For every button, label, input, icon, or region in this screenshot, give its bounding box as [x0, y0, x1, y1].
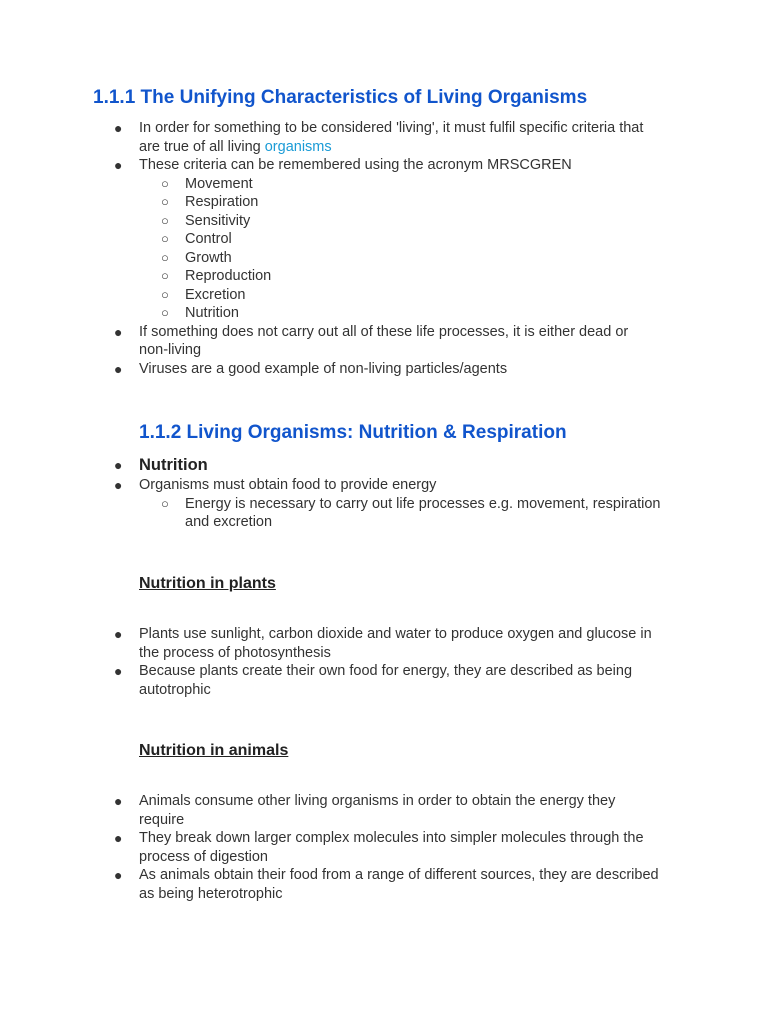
list-item-text: These criteria can be remembered using the acronym MRSCGREN — [139, 157, 572, 173]
bullet-icon: ● — [114, 830, 123, 846]
bullet-icon: ● — [114, 867, 123, 883]
sub-list-item-reproduction: ○ Reproduction — [161, 268, 272, 284]
plants-list — [0, 625, 768, 699]
nutrition-in-animals-heading: Nutrition in animals — [139, 742, 289, 759]
sub-list-item-growth: ○ Growth — [161, 249, 232, 266]
list-item-text: Animals consume other living organisms in order to obtain the energy they require — [139, 793, 616, 828]
circle-bullet-icon: ○ — [161, 249, 169, 265]
list-item-text: As animals obtain their food from a range of different sources, they are described as being heterotrophic — [139, 867, 659, 902]
list-item-text: Organisms must obtain food to provide energy — [139, 477, 437, 493]
list-item-text: They break down larger complex molecules into simpler molecules through the process of digestion — [139, 830, 644, 865]
bullet-icon: ● — [114, 157, 123, 173]
bullet-icon: ● — [114, 626, 123, 642]
list-item-text: Viruses are a good example of non-living particles/agents — [139, 360, 508, 377]
sub-list-item-control: ○ Control — [161, 231, 232, 247]
animals-list — [0, 792, 768, 903]
list-item — [0, 829, 768, 866]
circle-bullet-icon: ○ — [161, 212, 169, 228]
nutrition-list — [0, 455, 768, 475]
nutrition-label: Nutrition — [139, 456, 208, 474]
circle-bullet-icon: ○ — [161, 194, 169, 209]
list-item — [0, 360, 768, 379]
list-item — [0, 662, 768, 699]
circle-bullet-icon: ○ — [161, 175, 169, 191]
sub-list-item-movement: ○ Movement — [161, 175, 253, 192]
bullet-icon: ● — [114, 323, 123, 340]
list-item-text: Plants use sunlight, carbon dioxide and water to produce oxygen and glucose in the process of photosynthesis — [139, 626, 652, 661]
section-heading-1-1-1: 1.1.1 The Unifying Characteristics of Living Organisms — [93, 87, 588, 108]
bullet-icon: ● — [114, 663, 123, 679]
sub-list-item — [0, 495, 768, 532]
list-item — [0, 323, 768, 360]
list-item-text: Because plants create their own food for energy, they are described as being autotrophic — [139, 663, 633, 698]
list-item — [0, 455, 768, 475]
organisms-link[interactable]: organisms — [264, 138, 332, 155]
list-item — [0, 625, 768, 662]
circle-bullet-icon: ○ — [161, 305, 169, 320]
characteristics-list — [0, 119, 768, 378]
bullet-icon: ● — [114, 477, 123, 493]
list-item — [0, 792, 768, 829]
bullet-icon: ● — [114, 793, 123, 809]
circle-bullet-icon: ○ — [161, 268, 169, 283]
list-item-text: If something does not carry out all of these life processes, it is either dead or non-living — [139, 323, 629, 358]
circle-bullet-icon: ○ — [161, 231, 169, 246]
list-item — [0, 119, 768, 156]
nutrition-intro-list — [0, 476, 768, 532]
sub-list-item-text: Energy is necessary to carry out life processes e.g. movement, respiration and excretion — [185, 495, 661, 530]
circle-bullet-icon: ○ — [161, 286, 169, 302]
sub-list-item-respiration: ○ Respiration — [161, 194, 259, 210]
sub-list-item-excretion: ○ Excretion — [161, 286, 246, 303]
list-item — [0, 156, 768, 175]
section-heading-1-1-2: 1.1.2 Living Organisms: Nutrition & Respiration — [139, 422, 567, 443]
sub-list-item-sensitivity: ○ Sensitivity — [161, 212, 251, 229]
list-item — [0, 866, 768, 903]
sub-list-item-nutrition: ○ Nutrition — [161, 305, 239, 321]
circle-bullet-icon: ○ — [161, 495, 169, 511]
nutrition-in-plants-heading: Nutrition in plants — [139, 575, 276, 592]
list-item — [0, 476, 768, 495]
bullet-icon: ● — [114, 360, 123, 377]
bullet-icon: ● — [114, 457, 123, 473]
list-item-text: In order for something to be considered 'living', it must fulfil specific criteria that are true of all living organisms — [139, 120, 644, 155]
bullet-icon: ● — [114, 120, 123, 136]
